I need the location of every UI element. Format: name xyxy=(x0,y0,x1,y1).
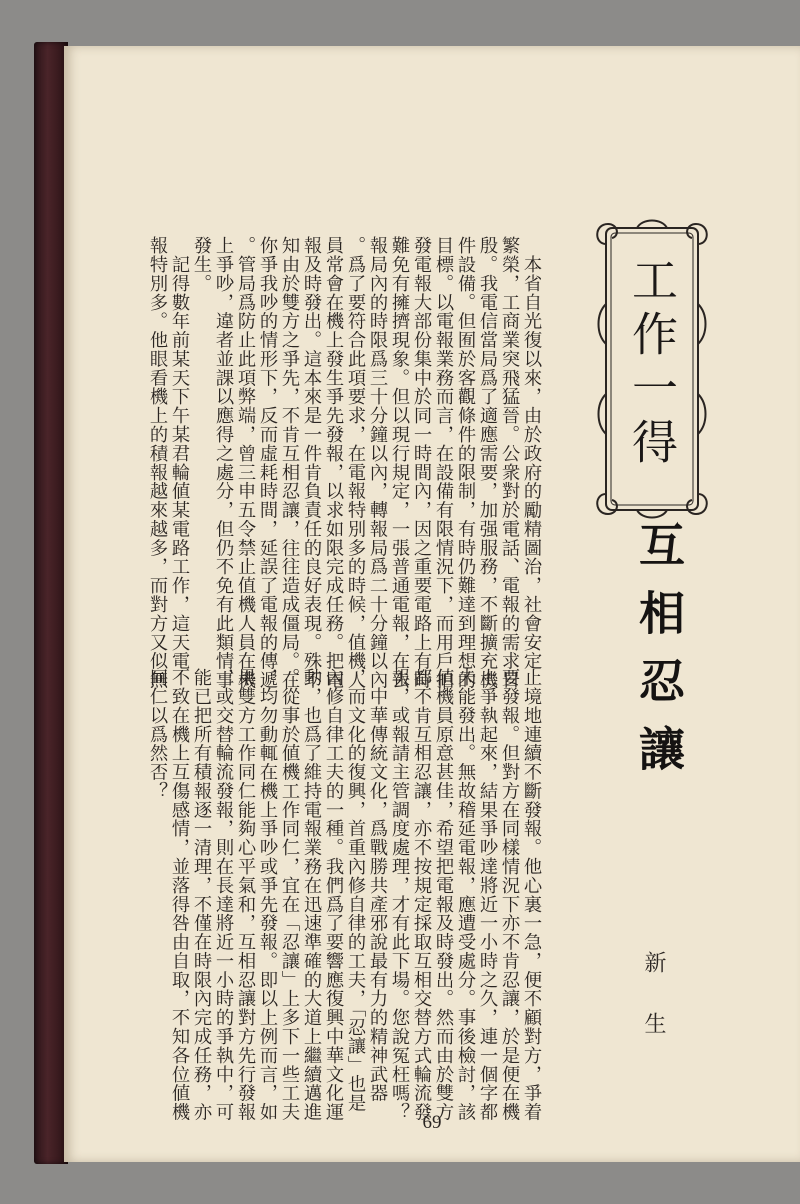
text-line: 記得數年前某天下午某君輪値某電路工作，這天電 xyxy=(169,236,190,671)
text-line: 中華傳統文化，爲戰勝共產邪說最有力的精神武器 xyxy=(367,668,388,1103)
article-title: 互相忍讓 xyxy=(632,521,686,793)
text-line: 果雙方工作同仁能夠心平氣和，互相忍讓對方先行發報 xyxy=(235,668,256,1122)
text-line: 繁榮，工商業突飛猛晉。公衆對於電話、電報的需求日 xyxy=(499,236,520,690)
text-line: 上爭執起來，結果爭吵達將近一小時之久，連一個字都 xyxy=(477,668,498,1122)
text-line: 員常會在機上發生爭先發報，以求如限完成任務。把電 xyxy=(323,236,344,690)
text-line: 能已把所有積報逐一清理，不僅在時限內完成任務，亦 xyxy=(191,668,212,1122)
text-line: 都不肯互相忍讓，亦不按規定採取互相交替方式輪流發 xyxy=(411,668,432,1122)
page-number: 69 xyxy=(422,1112,442,1133)
text-line: 。管局爲防止此項弊端，曾三申五令禁止值機人員在機 xyxy=(235,236,256,690)
column-title: 工作一得 xyxy=(625,256,679,472)
text-line: 件設備。但囿於客觀條件的限制，有時仍難達到理想的 xyxy=(455,236,476,690)
text-line: 。爲了要符合此項要求，在電報特別多的時候，值機人 xyxy=(345,236,366,690)
text-line: 你爭我吵的情形下，反而虛耗時間，延誤了電報的傳遞 xyxy=(257,236,278,690)
text-line: 難免有擁擠現象。但以現行規定，一張普通電報，在去 xyxy=(389,236,410,690)
book-page xyxy=(64,46,800,1162)
text-line: 目標。以電報業務而言，在設備有限情況下，而用戶拍 xyxy=(433,236,454,690)
text-line: 報及時發出。這本來是一件肯負責任的良好表現。殊不 xyxy=(301,236,322,690)
text-line: 報局內的時限爲三十分鐘以內，轉報局爲二十分鐘以內 xyxy=(367,236,388,690)
text-line: 本省自光復以來，由於政府的勵精圖治，社會安定 xyxy=(521,236,542,671)
text-line: 未能發出。無故稽延電報，應遭受處分。事後檢討，該 xyxy=(455,668,476,1122)
body-text-lower xyxy=(146,668,542,1123)
body-text-upper xyxy=(146,236,542,690)
text-line: 値機員原意甚佳，希望把電報及時發出。然而由於雙方 xyxy=(433,668,454,1122)
text-line: 內修自律工夫的一種。我們爲了要響應復興中華文化運 xyxy=(323,668,344,1122)
text-line: 知由於雙方之爭先，不肯互相忍讓，往往造成僵局。在 xyxy=(279,236,300,690)
text-line: 同仁以爲然否？ xyxy=(147,668,168,801)
text-line: ，而文化的復興，首重內修自律的工夫，「忍讓」也是 xyxy=(345,668,366,1113)
text-line: 報特別多。他眼看機上的積報越來越多，而對方又似無 xyxy=(147,236,168,690)
text-line: 報，或報請主管調度處理，才有此下場。您說冤枉嗎？ xyxy=(389,668,410,1122)
author-name: 新 生 xyxy=(641,951,666,1050)
text-line: 殷。我電信當局爲了適應需要，加强服務，不斷擴充機 xyxy=(477,236,498,690)
text-line: 上爭吵，違者並課以應得之處分，但仍不免有此類情事 xyxy=(213,236,234,690)
text-line: ，均勿動輒在機上爭吵或爭先發報。即以上例而言，如 xyxy=(257,668,278,1122)
text-line: 要發報。但對方在同樣情況下亦不肯忍讓，於是便在機 xyxy=(499,668,520,1122)
text-line: 發電報大部份集中於同一時間內，因之重要電路上有時 xyxy=(411,236,432,690)
text-line: 發生。 xyxy=(191,236,212,293)
text-line: 。從事於値機工作同仁，宜在「忍讓」上多下一些工夫 xyxy=(279,668,300,1122)
text-line: 不致在機上互傷感情，並落得咎由自取，不知各位値機 xyxy=(169,668,190,1122)
text-line: 動，也爲了維持電報業務在迅速準確的大道上繼續邁進 xyxy=(301,668,322,1122)
text-line: 止境地連續不斷發報。他心裏一急，便不顧對方，爭着 xyxy=(521,668,542,1122)
book-binding xyxy=(34,42,68,1164)
text-line: ，或交替輪流發報，則在長達將近一小時的爭執中，可 xyxy=(213,668,234,1122)
